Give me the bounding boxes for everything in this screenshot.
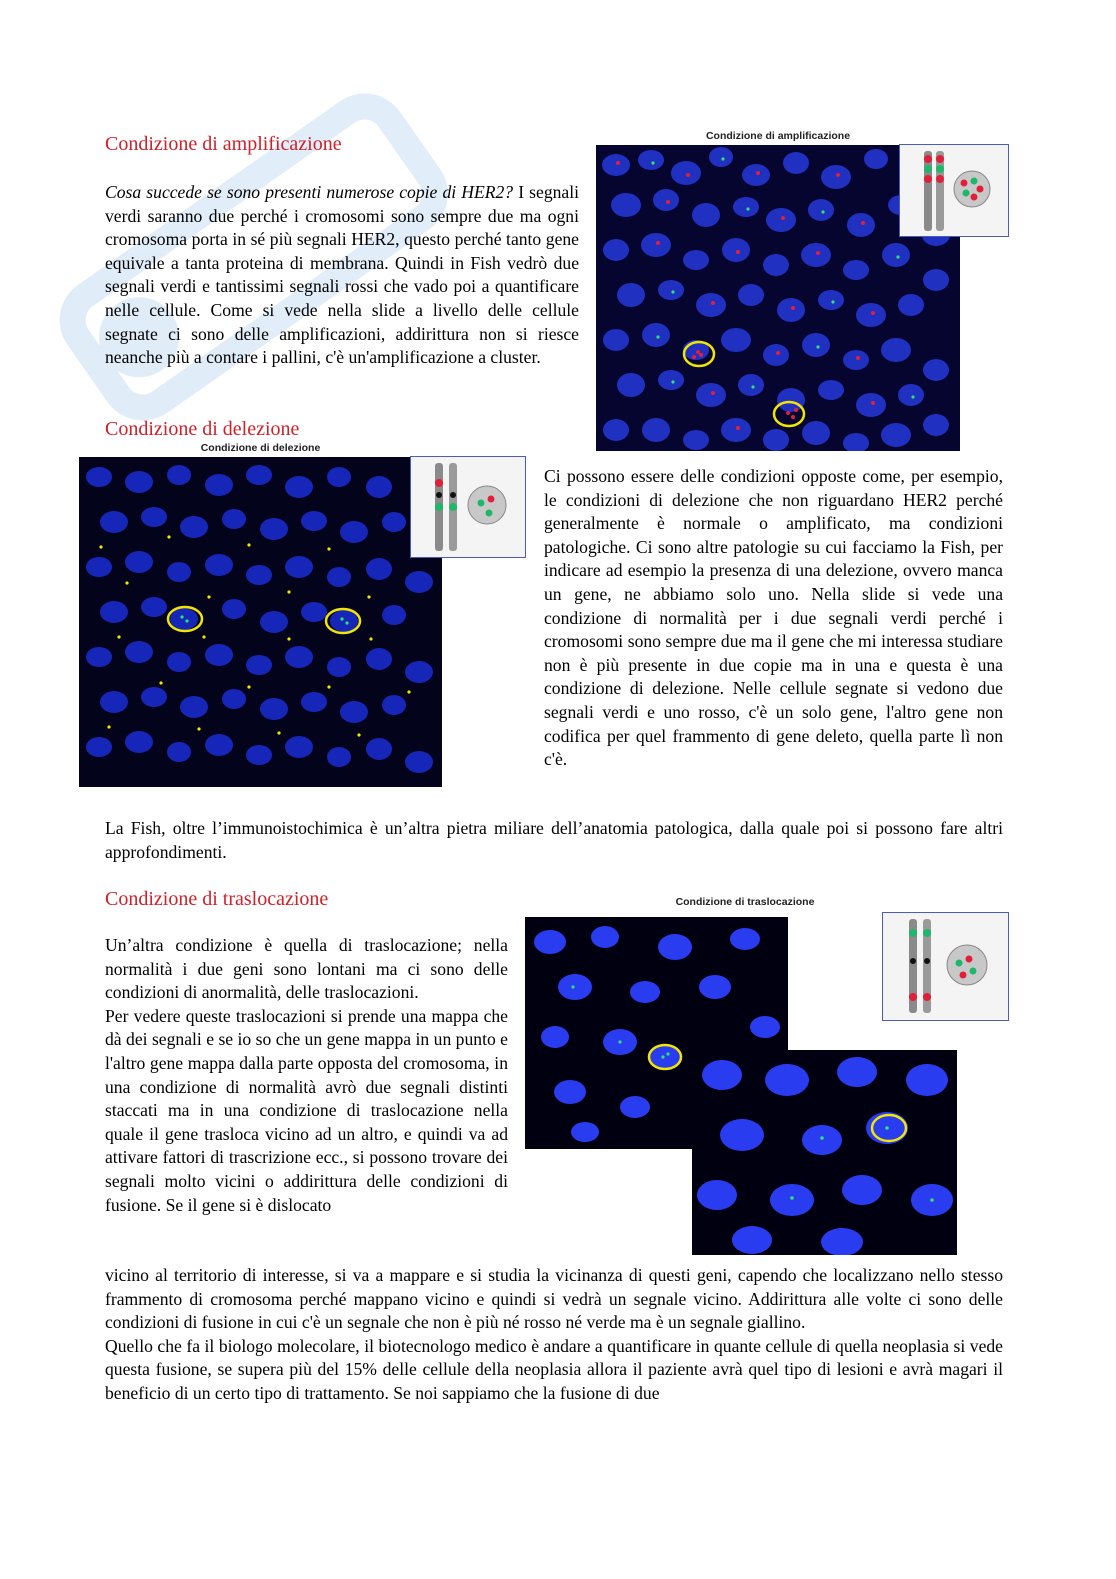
translocation-full-paragraph-2: Quello che fa il biologo molecolare, il biotecnologo medico è andare a quantificare in quante cellule di quella neoplasia si vede questa fusione, se supera più del 15% delle cellule della neoplasia allora il paziente avrà quel tipo di lesioni e avrà magari il beneficio di un certo tipo di trattamento. Se noi sappiamo che la fusione di due xyxy=(105,1335,1003,1403)
fish-deletion-cells xyxy=(79,457,442,787)
chromosome-diagram-translocation xyxy=(883,913,1007,1019)
heading-deletion: Condizione di delezione xyxy=(105,418,300,440)
translocation-side-paragraph-1: Un’altra condizione è quella di traslocazione; nella normalità i due geni sono lontani ma ci sono delle condizioni di anormalità, delle traslocazioni. xyxy=(105,935,508,1003)
heading-translocation: Condizione di traslocazione xyxy=(105,888,329,910)
fish-image-deletion xyxy=(79,457,442,787)
chromosome-diagram-deletion xyxy=(411,457,524,556)
translocation-full-paragraph-1: vicino al territorio di interesse, si va a mappare e si studia la vicinanza di questi geni, capendo che localizzano nello stesso frammento di cromosoma perché mappano vicino e quindi si vedrà un segnale vicino. Addirittura alle volte ci sono delle condizioni di fusione in cui c'è un segnale che non è più né rosso né verde ma è un segnale giallino. xyxy=(105,1265,1003,1333)
figure-caption-translocation: Condizione di traslocazione xyxy=(675,896,815,908)
amplification-question: Cosa succede se sono presenti numerose copie di HER2? xyxy=(105,182,514,202)
chromosome-inset-deletion xyxy=(410,456,526,558)
translocation-full-text xyxy=(105,1264,1003,1406)
chromosome-inset-amplification xyxy=(899,144,1009,237)
translocation-side-text xyxy=(105,934,508,1217)
figure-caption-deletion: Condizione di delezione xyxy=(200,442,321,454)
figure-caption-amplification: Condizione di amplificazione xyxy=(705,130,851,142)
fish-note-body: La Fish, oltre l’immunoistochimica è un’altra pietra miliare dell’anatomia patologica, dalla quale poi si possono fare altri approfondimenti. xyxy=(105,818,1003,862)
chromosome-inset-translocation xyxy=(882,912,1009,1021)
fish-translocation-cells-2 xyxy=(692,1050,957,1255)
deletion-body: Ci possono essere delle condizioni opposte come, per esempio, le condizioni di delezione che non riguardano HER2 perché generalmente è normale o amplificato, ma condizioni patologiche. Ci sono altre patologie su cui facciamo la Fish, per indicare ad esempio la presenza di una delezione, ovvero manca un gene, ne abbiamo solo uno. Nella slide si vede una condizione di normalità per i due segnali verdi perché i cromosomi sono sempre due ma il gene che mi interessa studiare non è più presente in due copie ma in una e questa è una condizione di delezione. Nelle cellule segnate si vedono due segnali verdi e uno rosso, c'è un solo gene, l'altro gene non codifica per quel frammento di gene deleto, quella parte lì non c'è. xyxy=(544,466,1003,770)
amplification-body: I segnali verdi saranno due perché i cromosomi sono sempre due ma ogni cromosoma porta in sé più segnali HER2, questo perché tanto gene equivale a tanta proteina di membrana. Quindi in Fish vedrò due segnali verdi e tantissimi segnali rossi che vado poi a quantificare nelle cellule. Come si vede nella slide a livello delle cellule segnate ci sono delle amplificazioni, addirittura non si riesce neanche più a contare i pallini, c'è un'amplificazione a cluster. xyxy=(105,182,579,368)
fish-image-translocation-2 xyxy=(692,1050,957,1255)
amplification-text xyxy=(105,181,579,370)
heading-amplification: Condizione di amplificazione xyxy=(105,133,342,155)
translocation-side-paragraph-2: Per vedere queste traslocazioni si prende una mappa che dà dei segnali e se io so che un gene mappa in un punto e l'altro gene mappa dalla parte opposta del cromosoma, in una condizione di normalità avrò due segnali distinti staccati ma in una condizione di traslocazione nella quale il gene trasloca vicino ad un altro, e quindi va ad attivare fattori di trascrizione ecc., si possono trovare dei segnali molto vicini o addirittura delle condizioni di fusione. Se il gene si è dislocato xyxy=(105,1005,508,1215)
chromosome-diagram-amplification xyxy=(900,145,1007,235)
